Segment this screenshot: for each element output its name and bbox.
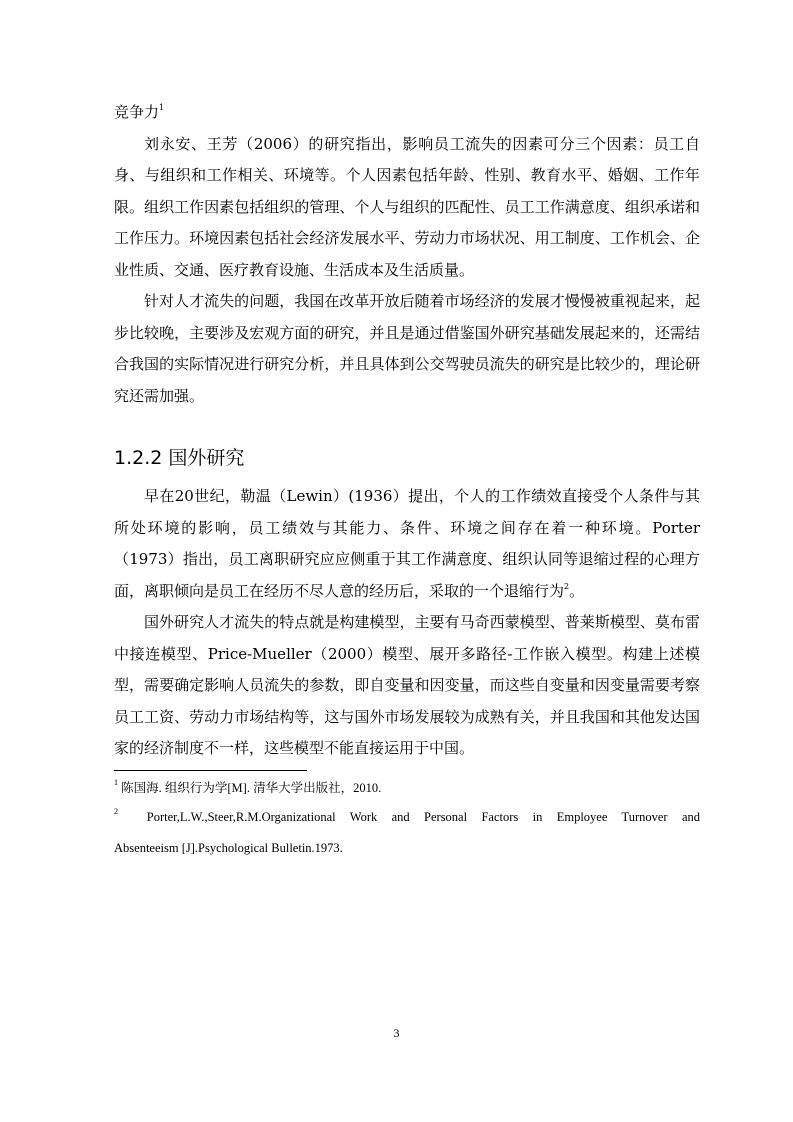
paragraph-lewin-porter-end: 。 <box>569 581 585 600</box>
body-text-foreign <box>114 481 700 765</box>
paragraph-liu-wang: 刘永安、王芳（2006）的研究指出，影响员工流失的因素可分三个因素：员工自身、与组织和工作相关、环境等。个人因素包括年龄、性别、教育水平、婚姻、工作年限。组织工作因素包括组织的管理、个人与组织的匹配性、员工工作满意度、组织承诺和工作压力。环境因素包括社会经济发展水平、劳动力市场状况、用工制度、工作机会、企业性质、交通、医疗教育设施、生活成本及生活质量。 <box>114 134 700 279</box>
paragraph-lewin-porter-text: 早在20世纪，勒温（Lewin）(1936）提出，个人的工作绩效直接受个人条件与其所处环境的影响，员工绩效与其能力、条件、环境之间存在着一种环境。Porter（1973）指出，员工离职研究应应侧重于其工作满意度、组织认同等退缩过程的心理方面，离职倾向是员工在经历不尽人意的经历后，采取的一个退缩行为 <box>114 487 700 600</box>
footnote-1-number: 1 <box>114 778 118 787</box>
paragraph-domestic-summary: 针对人才流失的问题，我国在改革开放后随着市场经济的发展才慢慢被重视起来，起步比较晚，主要涉及宏观方面的研究，并且是通过借鉴国外研究基础发展起来的，还需结合我国的实际情况进行研究分析，并且具体到公交驾驶员流失的研究是比较少的，理论研究还需加强。 <box>114 292 700 405</box>
continued-fragment <box>114 97 700 129</box>
footnote-1 <box>114 776 700 801</box>
fragment-text: 竞争力 <box>114 103 160 121</box>
footnote-2-text-line1: Porter,L.W.,Steer,R.M.Organizational Work and Personal Factors in Employee Turnover and <box>146 810 701 824</box>
paragraph-lewin-porter <box>114 481 700 607</box>
footnote-2-line2 <box>114 836 700 861</box>
section-heading: 1.2.2 国外研究 <box>114 446 245 469</box>
page-number: 3 <box>393 1026 400 1040</box>
footnote-2-number: 2 <box>114 807 118 816</box>
paragraph-foreign-models: 国外研究人才流失的特点就是构建模型，主要有马奇西蒙模型、普莱斯模型、莫布雷中接连模型、Price-Mueller（2000）模型、展开多路径-工作嵌入模型。构建上述模型，需要确定影响人员流失的参数，即自变量和因变量，而这些自变量和因变量需要考察员工工资、劳动力市场结构等，这与国外市场发展较为成熟有关，并且我国和其他发达国家的经济制度不一样，这些模型不能直接运用于中国。 <box>114 613 700 757</box>
footnote-2-text-line2: Absenteeism [J].Psychological Bulletin.1973. <box>114 841 343 855</box>
footnote-ref-2: 2 <box>564 581 570 591</box>
footnote-1-text: 陈国海. 组织行为学[M]. 清华大学出版社，2010. <box>121 781 382 795</box>
footnotes <box>114 776 700 861</box>
body-text-top <box>114 97 700 412</box>
footnote-2-line1 <box>114 805 700 830</box>
footnote-ref-1: 1 <box>159 103 165 112</box>
footnote-separator <box>114 770 307 771</box>
